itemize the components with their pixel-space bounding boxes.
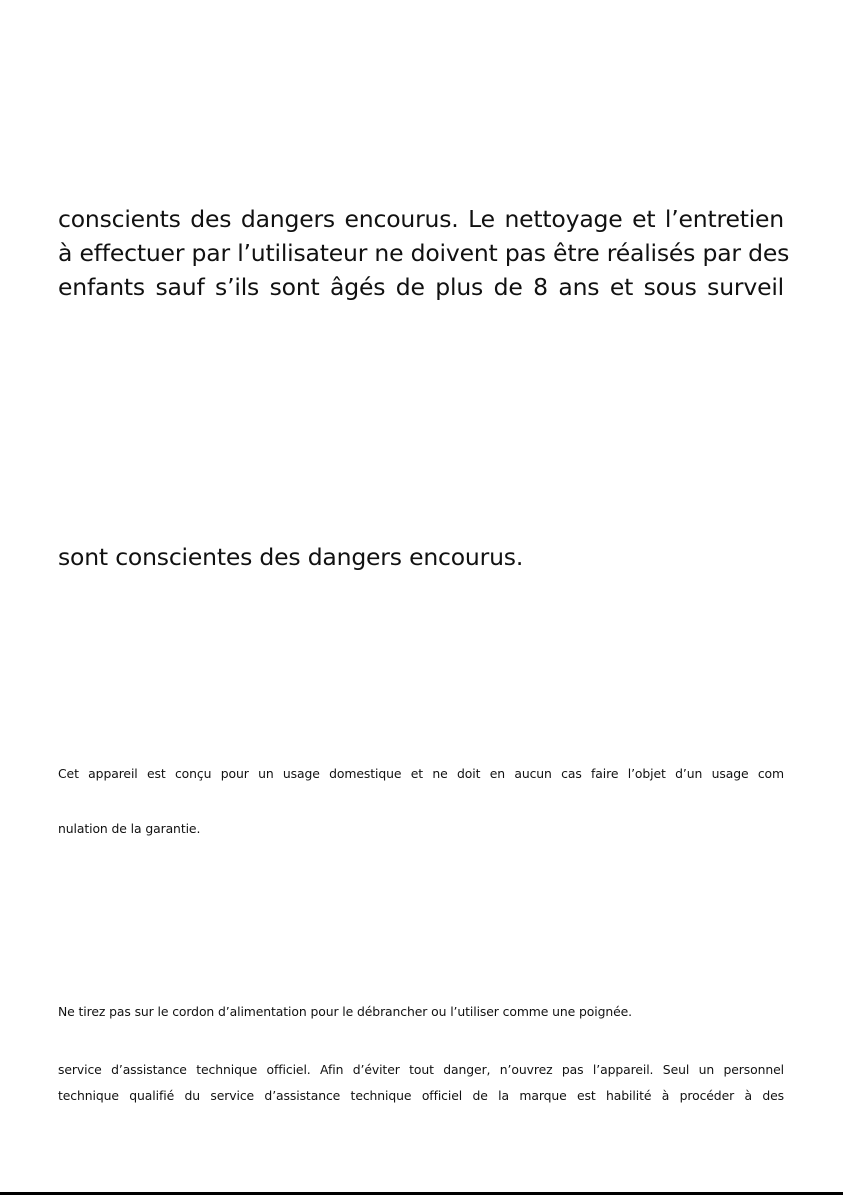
safety-text-line: à effectuer par l’utilisateur ne doivent pas être réalisés par des	[58, 239, 790, 267]
safety-text-line: sont conscientes des dangers encourus.	[58, 543, 524, 571]
safety-text-line: conscients des dangers encourus. Le nettoyage et l’entretien	[58, 205, 784, 233]
service-text-line: service d’assistance technique officiel. Afin d’éviter tout danger, n’ouvrez pas l’appareil. Seul un personnel	[58, 1062, 784, 1077]
usage-text-line: Cet appareil est conçu pour un usage domestique et ne doit en aucun cas faire l’objet d’un usage com	[58, 766, 784, 781]
safety-text-line: enfants sauf s’ils sont âgés de plus de 8 ans et sous surveil	[58, 273, 784, 301]
service-text-line: technique qualifié du service d’assistance technique officiel de la marque est habilité à procéder à des	[58, 1088, 784, 1103]
usage-text-line: nulation de la garantie.	[58, 821, 201, 836]
cord-warning-line: Ne tirez pas sur le cordon d’alimentation pour le débrancher ou l’utiliser comme une poignée.	[58, 1004, 632, 1019]
